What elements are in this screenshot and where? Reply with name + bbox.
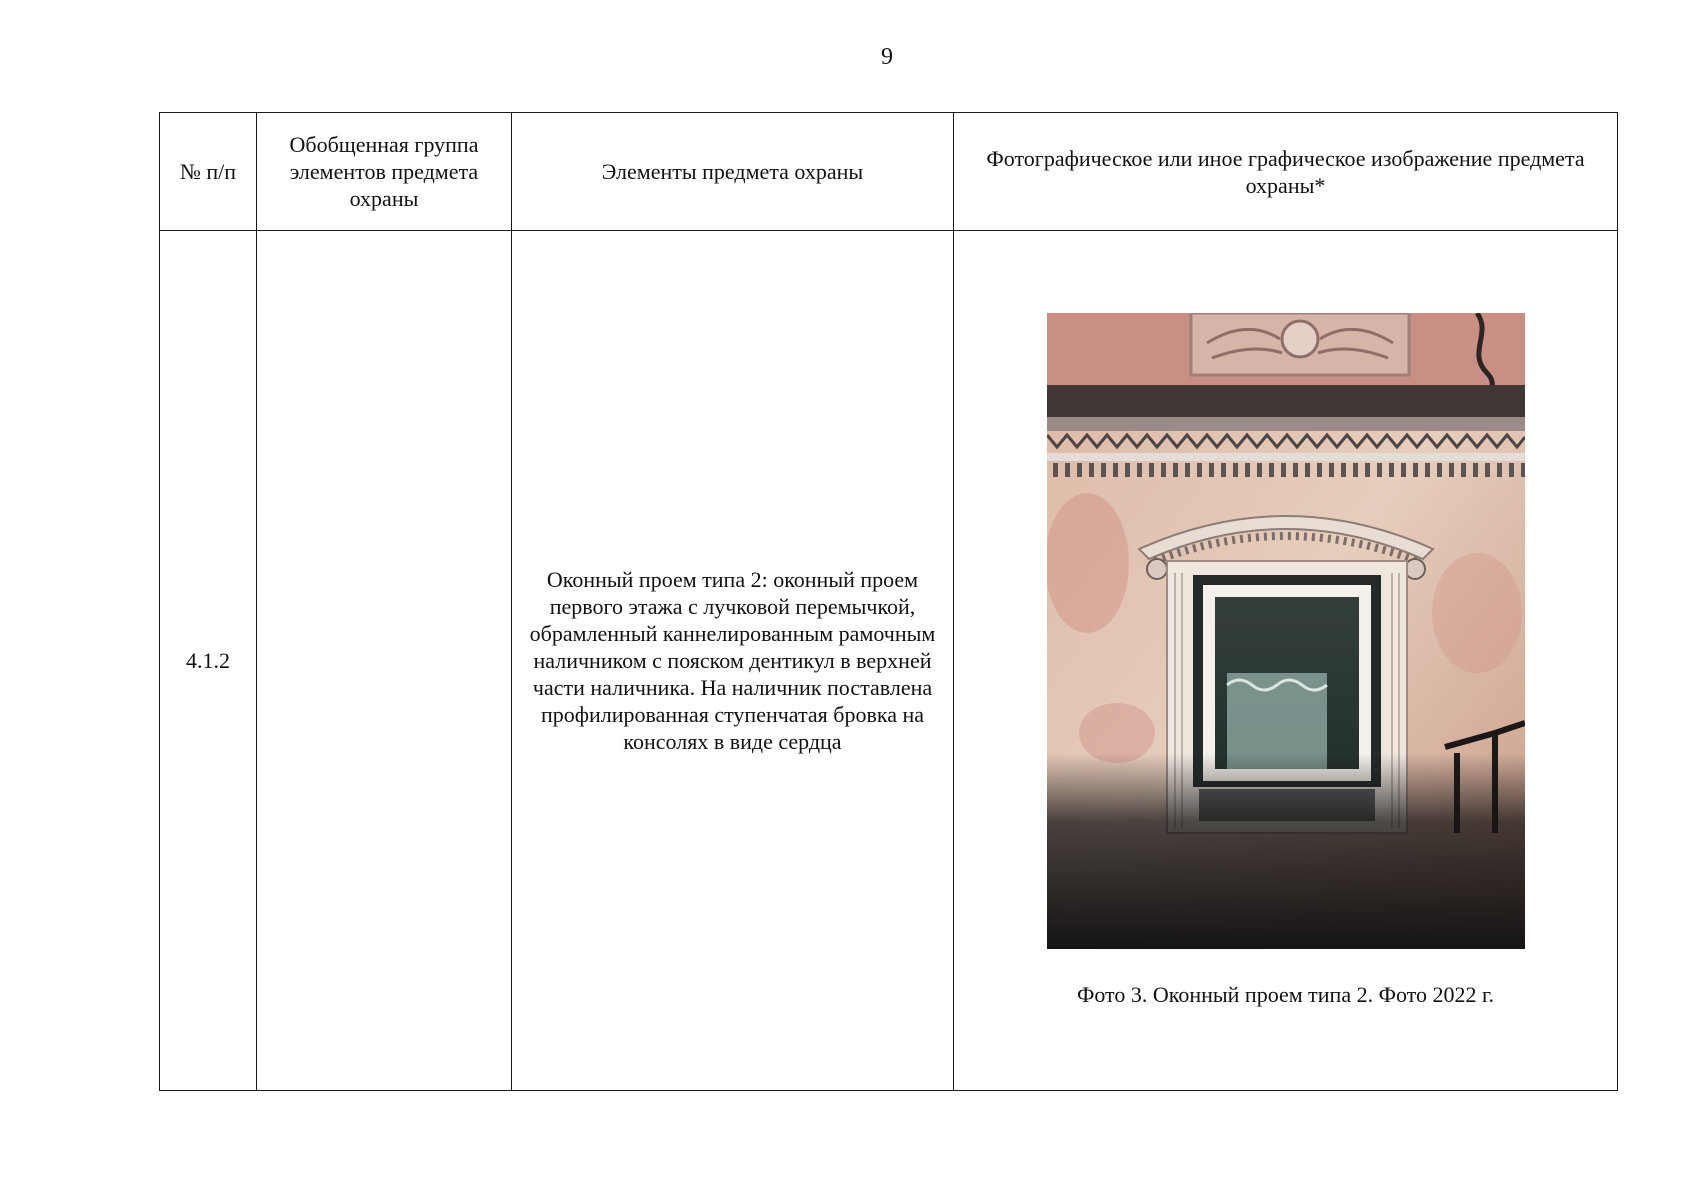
header-elements: Элементы предмета охраны <box>512 113 954 231</box>
row-elements-text: Оконный проем типа 2: оконный проем первого этажа с лучковой перемычкой, обрамленный каннелированным рамочным наличником с пояском дентикул в верхней части наличника. На наличник поставлена профилированная ступенчатая бровка на консолях в виде сердца <box>529 567 936 754</box>
header-num: № п/п <box>160 113 257 231</box>
row-num: 4.1.2 <box>160 231 257 1091</box>
heritage-table <box>159 112 1618 1091</box>
row-elements <box>512 231 954 1091</box>
row-photo-cell <box>954 231 1618 1091</box>
cornice-shadow <box>1047 385 1525 421</box>
header-group: Обобщенная группа элементов предмета охраны <box>257 113 512 231</box>
page-number: 9 <box>881 44 893 70</box>
window-photo <box>1047 313 1525 949</box>
cornice-band <box>1047 417 1525 431</box>
table-header-row <box>160 113 1618 231</box>
heart-console-left <box>1147 559 1167 579</box>
dentil-base <box>1047 453 1525 461</box>
ground-shadow <box>1047 753 1525 949</box>
plaster-patch <box>1432 553 1522 673</box>
row-group <box>257 231 512 1091</box>
rosette-ornament <box>1282 321 1318 357</box>
photo-caption: Фото 3. Оконный проем типа 2. Фото 2022 г. <box>1076 982 1495 1007</box>
table-row <box>160 231 1618 1091</box>
plaster-patch <box>1047 493 1129 633</box>
header-photo: Фотографическое или иное графическое изображение предмета охраны* <box>954 113 1618 231</box>
